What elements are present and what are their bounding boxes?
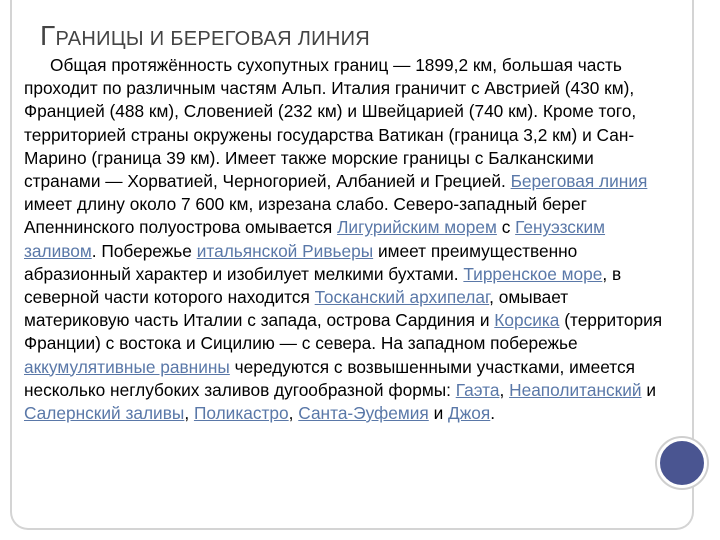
inline-link[interactable]: Тирренское море [463,263,603,284]
text-run: чередуются с возвышенными участками, имеется несколько неглубоких заливов дугообразной формы: [24,356,636,400]
text-run: . Побережье [91,240,197,261]
inline-link[interactable]: Лигурийским морем [337,217,497,238]
text-run: , [288,403,299,424]
inline-link[interactable]: Тосканский архипелаг [314,287,490,308]
inline-link[interactable]: Поликастро [193,403,289,424]
page-title [40,20,370,52]
text-run: с [496,217,516,238]
inline-link[interactable]: аккумулятивные равнины [24,356,230,377]
text-run: . [490,403,496,424]
title-first-letter: Г [40,20,56,51]
title-rest: РАНИЦЫ И БЕРЕГОВАЯ ЛИНИЯ [55,28,371,50]
inline-link[interactable]: итальянской Ривьеры [196,240,374,261]
inline-link[interactable]: Корсика [494,310,560,331]
text-run: Общая протяжённость сухопутных границ — 1899,2 км, большая часть проходит по различным частям Альп. Италия граничит с Австрией (430 км), Францией (488 км), Словенией (232 км) и Швейцарией (740 км). Кроме того, территорией страны окружены государства Ватикан (граница 3,2 км) и Сан-Марино (граница 39 км). Имеет также морские границы с Балканскими странами — Хорватией, Черногорией, Албанией и Грецией. [24,55,637,192]
inline-link[interactable]: Генуэзским заливом [24,217,606,261]
inline-link[interactable]: Салернский заливы [24,403,185,424]
text-run: (территория Франции) с востока и Сицилию — с севера. На западном побережье [24,310,663,354]
text-run: , омывает материковую часть Италии с запада, острова Сардиния и [24,287,569,331]
decorative-circle [657,438,707,488]
text-run: , в северной части которого находится [24,263,622,308]
inline-link[interactable]: Джоя [448,403,491,424]
inline-link[interactable]: Неаполитанский [509,379,642,400]
text-run: и [428,403,449,424]
body-text [24,54,664,425]
text-run: имеет преимущественно абразионный характер и изобилует мелкими бухтами. [24,240,578,284]
text-run: и [641,379,656,400]
text-run: , [499,379,510,400]
body-paragraph [24,54,664,425]
text-run: , [184,403,194,424]
text-run: имеет длину около 7 600 км, изрезана слабо. Северо-западный берег Апеннинского полуострова омывается [24,194,587,238]
inline-link[interactable]: Гаэта [455,379,500,400]
inline-link[interactable]: Береговая линия [510,171,648,192]
inline-link[interactable]: Санта-Эуфемия [298,403,429,424]
